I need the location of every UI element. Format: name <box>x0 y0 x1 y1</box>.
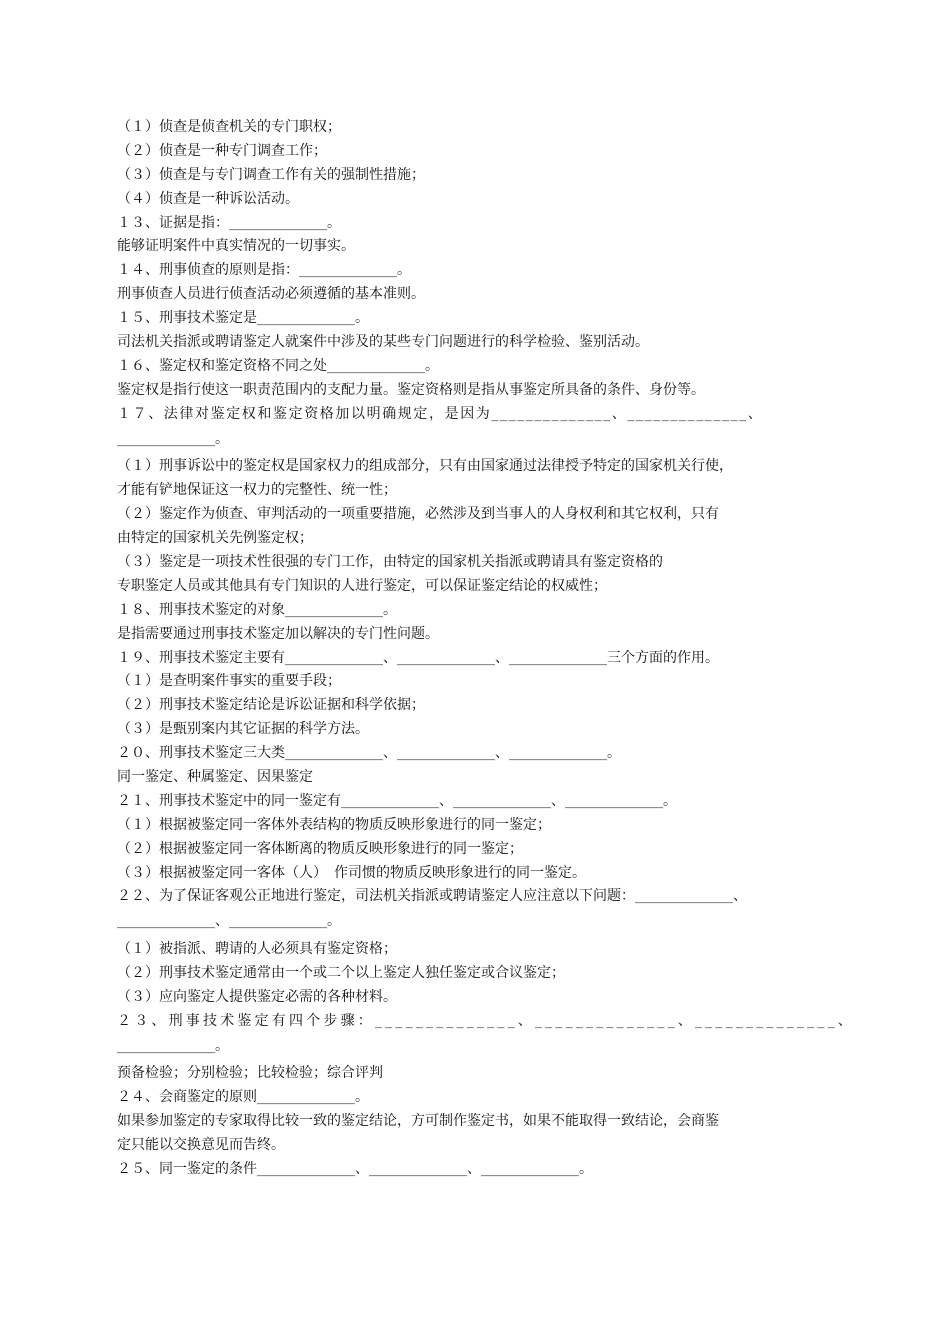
answer-line: （１）刑事诉讼中的鉴定权是国家权力的组成部分，只有由国家通过法律授予特定的国家机关行使， <box>117 458 733 475</box>
answer-line: （３）鉴定是一项技术性很强的专门工作，由特定的国家机关指派或聘请具有鉴定资格的 <box>117 553 663 570</box>
answer-line: （２）刑事技术鉴定结论是诉讼证据和科学依据； <box>117 697 425 714</box>
question-line: １３、证据是指：______________。 <box>117 214 341 231</box>
answer-line: （１）是查明案件事实的重要手段； <box>117 673 341 690</box>
answer-line: （２）刑事技术鉴定通常由一个或二个以上鉴定人独任鉴定或合议鉴定； <box>117 964 565 981</box>
answer-line: 鉴定权是指行使这一职责范围内的支配力量。鉴定资格则是指从事鉴定所具备的条件、身份等。 <box>117 381 705 398</box>
answer-line: 司法机关指派或聘请鉴定人就案件中涉及的某些专门问题进行的科学检验、鉴别活动。 <box>117 334 649 351</box>
answer-line: （３）根据被鉴定同一客体（人） 作司惯的物质反映形象进行的同一鉴定。 <box>117 864 586 881</box>
question-line: １５、刑事技术鉴定是______________。 <box>117 310 369 327</box>
answer-line: 预备检验；分别检验；比较检验；综合评判 <box>117 1065 383 1082</box>
question-line: ２１、刑事技术鉴定中的同一鉴定有______________、______________、______________。 <box>117 792 677 809</box>
question-line: １６、鉴定权和鉴定资格不同之处______________。 <box>117 357 439 374</box>
question-line: ２０、刑事技术鉴定三大类______________、______________、______________。 <box>117 745 621 762</box>
answer-line: 同一鉴定、种属鉴定、因果鉴定 <box>117 768 313 785</box>
text-line: （３）侦查是与专门调查工作有关的强制性措施； <box>117 166 425 183</box>
question-line: ２４、会商鉴定的原则______________。 <box>117 1089 369 1106</box>
document-page <box>117 116 855 1182</box>
answer-line: （１）根据被鉴定同一客体外表结构的物质反映形象进行的同一鉴定； <box>117 816 551 833</box>
answer-line: （２）根据被鉴定同一客体断离的物质反映形象进行的同一鉴定； <box>117 840 523 857</box>
answer-line: 如果参加鉴定的专家取得比较一致的鉴定结论，方可制作鉴定书，如果不能取得一致结论，会商鉴 <box>117 1113 719 1130</box>
question-line: １７、法律对鉴定权和鉴定资格加以明确规定，是因为______________、______________、 <box>117 405 764 422</box>
question-line: ______________、______________。 <box>117 913 341 930</box>
answer-line: 定只能以交换意见而告终。 <box>117 1137 285 1154</box>
answer-line: 刑事侦查人员进行侦查活动必须遵循的基本准则。 <box>117 286 425 303</box>
answer-line: （２）鉴定作为侦查、审判活动的一项重要措施，必然涉及到当事人的人身权利和其它权利，只有 <box>117 506 719 523</box>
answer-line: 由特定的国家机关先例鉴定权； <box>117 530 313 547</box>
question-line: ２２、为了保证客观公正地进行鉴定，司法机关指派或聘请鉴定人应注意以下问题：______________、 <box>117 888 747 905</box>
question-line: ______________。 <box>117 430 229 447</box>
answer-line: 是指需要通过刑事技术鉴定加以解决的专门性问题。 <box>117 625 439 642</box>
answer-line: 才能有铲地保证这一权力的完整性、统一性； <box>117 482 397 499</box>
answer-line: （３）是甄别案内其它证据的科学方法。 <box>117 721 369 738</box>
question-line: １８、刑事技术鉴定的对象______________。 <box>117 601 397 618</box>
answer-line: 专职鉴定人员或其他具有专门知识的人进行鉴定，可以保证鉴定结论的权威性； <box>117 577 607 594</box>
question-line: １９、刑事技术鉴定主要有______________、______________、______________三个方面的作用。 <box>117 649 719 666</box>
answer-line: 能够证明案件中真实情况的一切事实。 <box>117 238 355 255</box>
question-line: ______________。 <box>117 1037 229 1054</box>
question-line: ２３、刑事技术鉴定有四个步骤：______________、______________、______________、 <box>117 1012 855 1029</box>
text-line: （４）侦查是一种诉讼活动。 <box>117 190 299 207</box>
question-line: ２５、同一鉴定的条件______________、______________、______________。 <box>117 1161 593 1178</box>
answer-line: （１）被指派、聘请的人必须具有鉴定资格； <box>117 941 397 958</box>
text-line: （２）侦查是一种专门调查工作； <box>117 142 327 159</box>
text-line: （１）侦查是侦查机关的专门职权； <box>117 119 341 135</box>
answer-line: （３）应向鉴定人提供鉴定必需的各种材料。 <box>117 988 397 1005</box>
question-line: １４、刑事侦查的原则是指：______________。 <box>117 262 411 279</box>
